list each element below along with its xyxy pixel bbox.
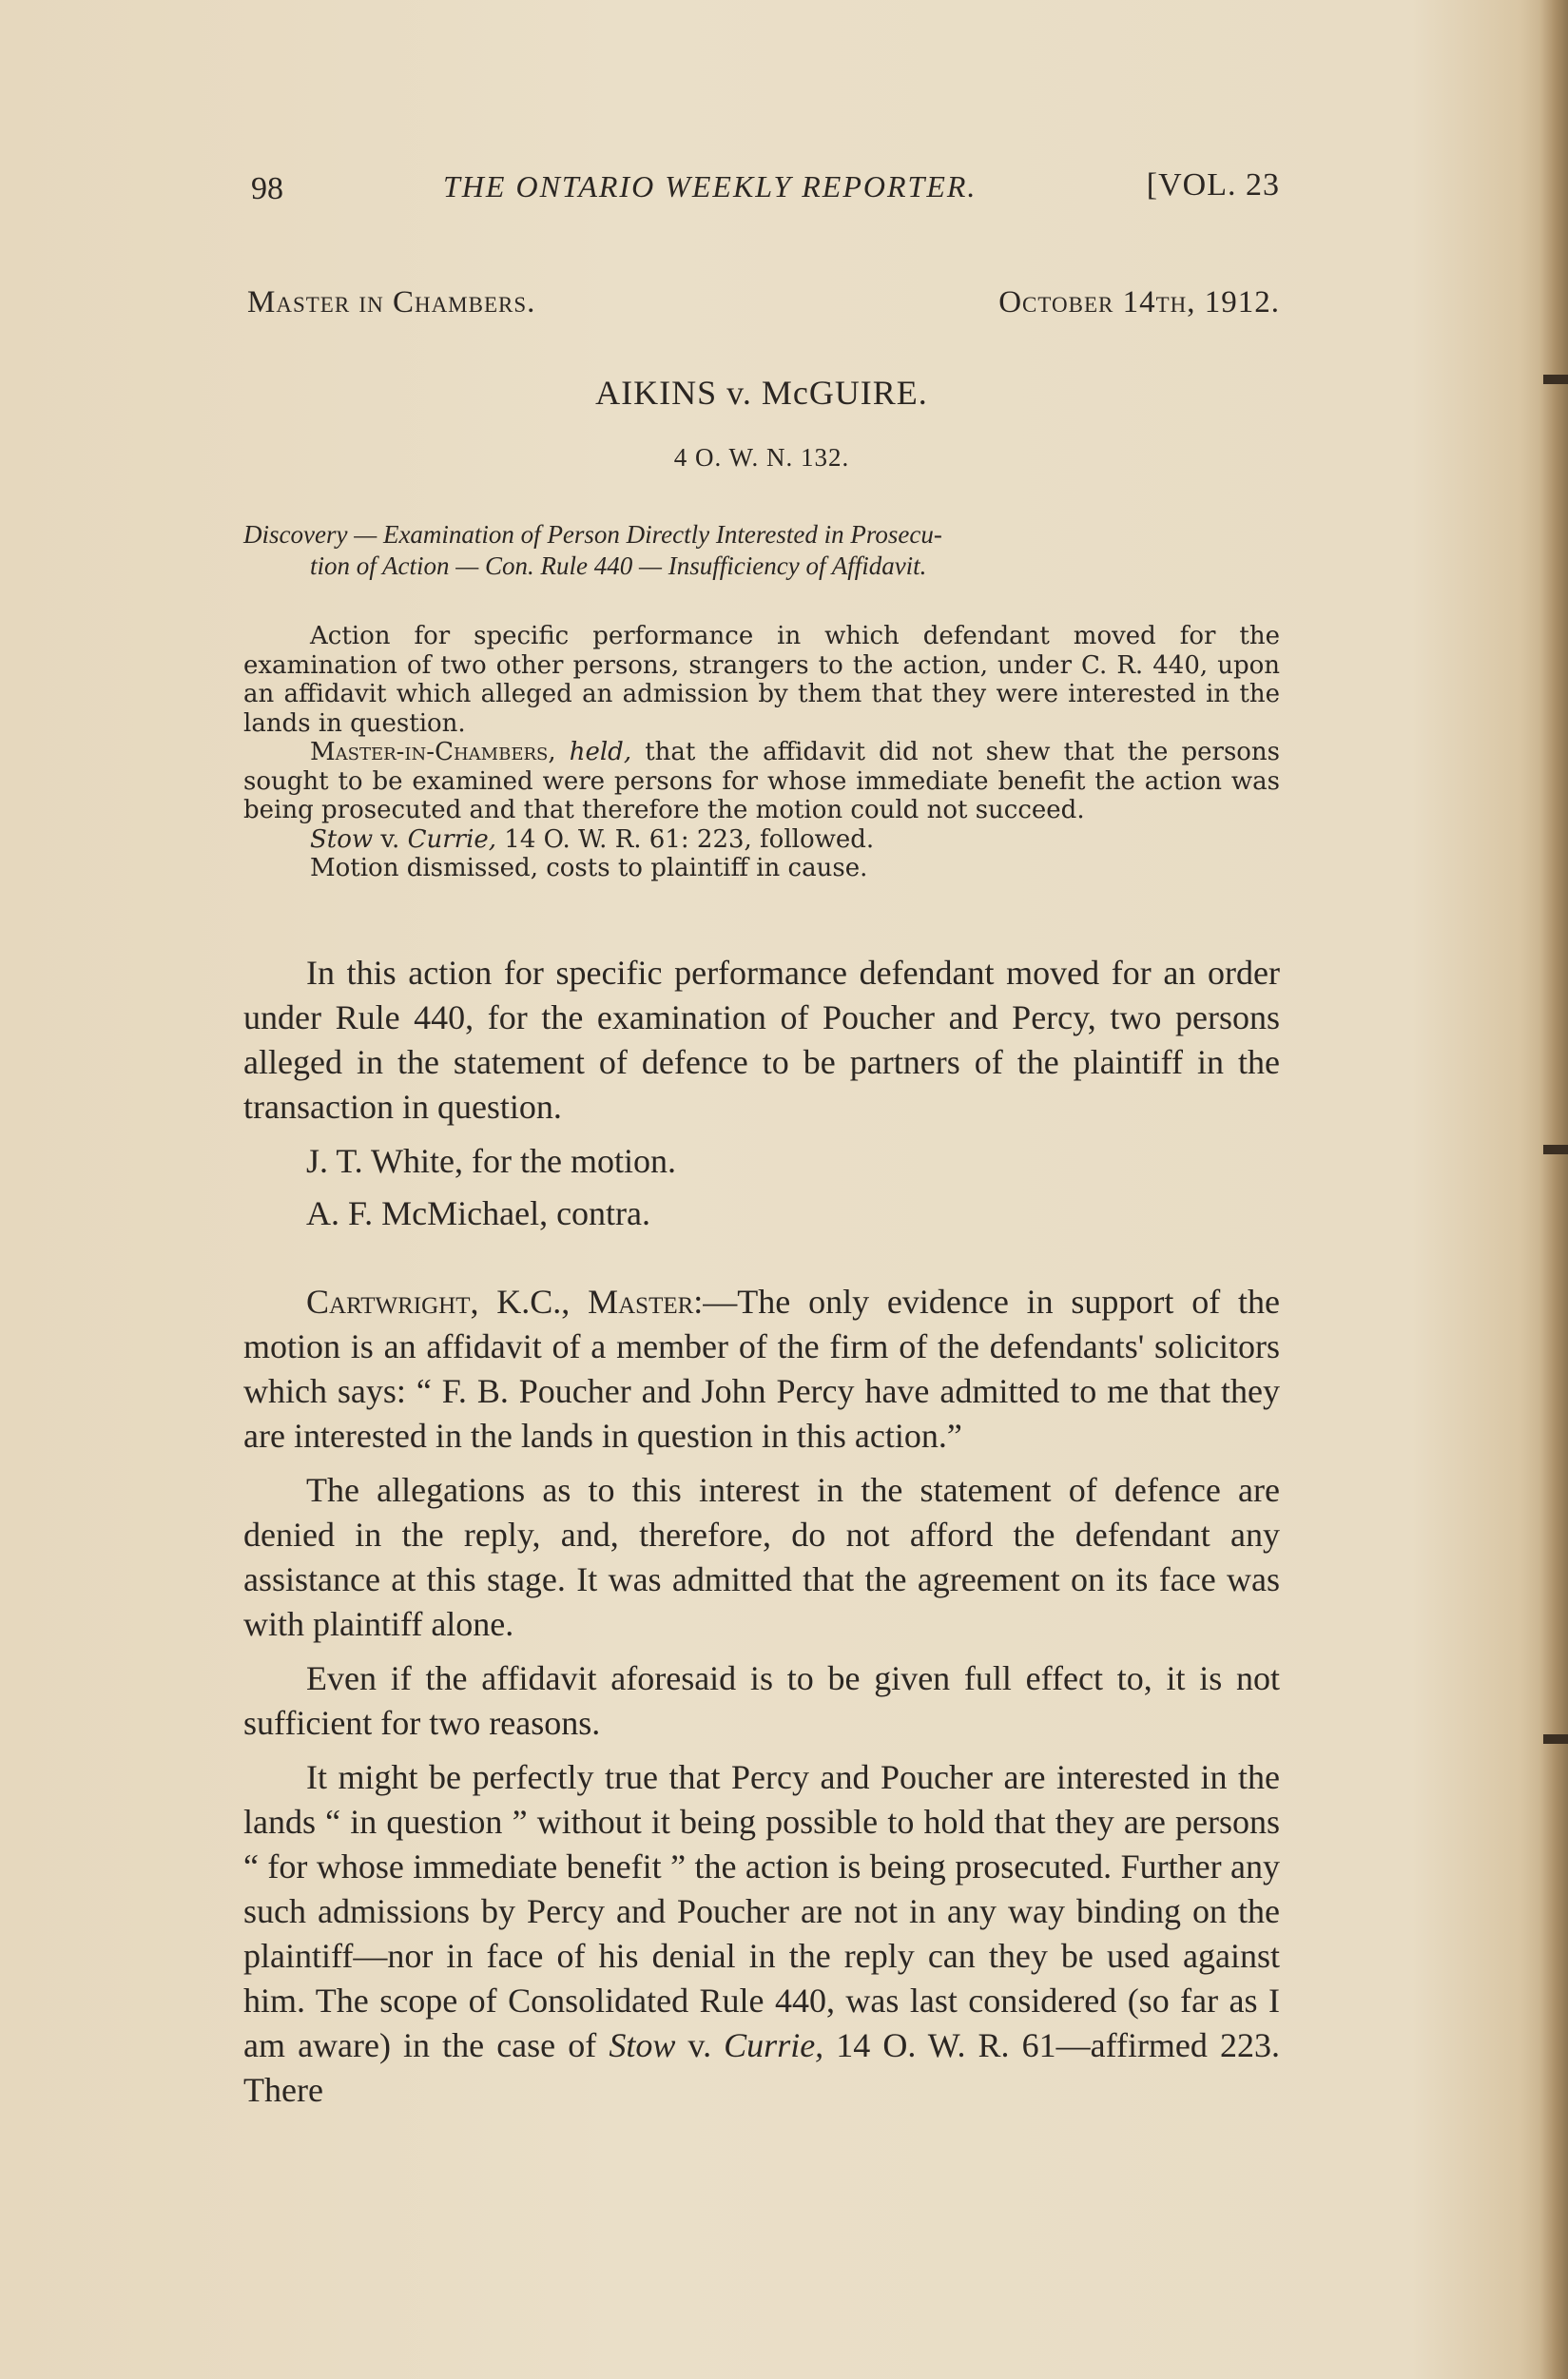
judgment-body <box>243 951 1280 2122</box>
case-ref: Currie, <box>724 2026 824 2064</box>
catchwords-line-1: Discovery — Examination of Person Directly Interested in Prosecu- <box>243 520 942 549</box>
intro-paragraph: In this action for specific performance defendant moved for an order under Rule 440, for the examination of Poucher and Percy, two persons alleged in the statement of defence to be partners of the plaintiff in the transaction in question. <box>243 954 1280 1126</box>
judgment-text: It might be perfectly true that Percy and Poucher are interested in the lands “ in question ” without it being possible to hold that they are persons “ for whose immediate benefit ” the action is being prosecuted. Further any such admissions by Percy and Poucher are not in any way binding on the plaintiff—nor in face of his denial in the reply can they be used against him. The scope of Consolidated Rule 440, was last considered (so far as I am aware) in the case of <box>243 1758 1280 2064</box>
counsel-line: J. T. White, for the motion. <box>306 1142 676 1180</box>
headnote-disposition: Motion dismissed, costs to plaintiff in cause. <box>310 854 868 882</box>
decision-date: October 14th, 1912. <box>998 285 1280 319</box>
running-title: THE ONTARIO WEEKLY REPORTER. <box>443 169 978 203</box>
judgment-paragraph <box>243 1280 1280 1459</box>
headnote-authority <box>243 825 1280 855</box>
judgment-paragraph: Even if the affidavit aforesaid is to be given full effect to, it is not sufficient for two reasons. <box>243 1659 1280 1742</box>
headnote <box>243 622 1280 883</box>
spacer <box>243 1244 1280 1280</box>
headnote-held <box>243 738 1280 825</box>
running-head <box>243 165 1280 213</box>
held-rest: that the affidavit did not shew that the persons sought to be examined were persons for whose immediate benefit the action was being prosecuted and that therefore the motion could not succeed. <box>243 738 1281 824</box>
judgment-text: :—The only evidence in support of the motion is an affidavit of a member of the firm of the defendants' solicitors which says: “ F. B. Poucher and John Percy have admitted to me that they are interested in the lands in question in this action.” <box>243 1283 1280 1455</box>
headnote-facts: Action for specific performance in which defendant moved for the examination of two other persons, strangers to the action, under C. R. 440, upon an affidavit which alleged an admission by them that they were interested in the lands in question. <box>243 622 1280 738</box>
case-ref-rest: 14 O. W. R. 61: 223, followed. <box>496 824 875 854</box>
case-name: AIKINS v. McGUIRE. <box>595 374 928 412</box>
edge-mark <box>1543 1145 1568 1154</box>
held-word: held, <box>569 738 632 766</box>
counsel-line: A. F. McMichael, contra. <box>306 1194 651 1232</box>
judgment-paragraph: The allegations as to this interest in the statement of defence are denied in the reply, and, therefore, do not afford the defendant any assistance at this stage. It was admitted that the agreement on its face was with plaintiff alone. <box>243 1471 1280 1643</box>
edge-mark <box>1543 375 1568 384</box>
held-lead: Master-in-Chambers, <box>310 738 556 766</box>
judgment-paragraph <box>243 1755 1280 2113</box>
volume-label: [VOL. 23 <box>1146 167 1280 203</box>
judgment-text: 14 O. W. R. 61—affirmed 223. There <box>243 2026 1280 2109</box>
catchwords-line-2: tion of Action — Con. Rule 440 — Insufficiency of Affidavit. <box>310 551 927 580</box>
court-line <box>243 285 1280 327</box>
edge-mark <box>1543 1734 1568 1744</box>
case-ref: Stow <box>609 2026 676 2064</box>
case-ref-v: v. <box>373 824 408 854</box>
page-number: 98 <box>251 171 283 206</box>
catchwords <box>243 519 1280 582</box>
case-ref: Currie, <box>407 824 497 854</box>
case-ref-v: v. <box>675 2026 725 2064</box>
case-ref: Stow <box>310 824 374 854</box>
judge-name: Cartwright, K.C., Master <box>306 1283 694 1321</box>
page-edge <box>1539 0 1568 2379</box>
case-citation: 4 O. W. N. 132. <box>673 443 850 472</box>
court-name: Master in Chambers. <box>247 285 536 319</box>
